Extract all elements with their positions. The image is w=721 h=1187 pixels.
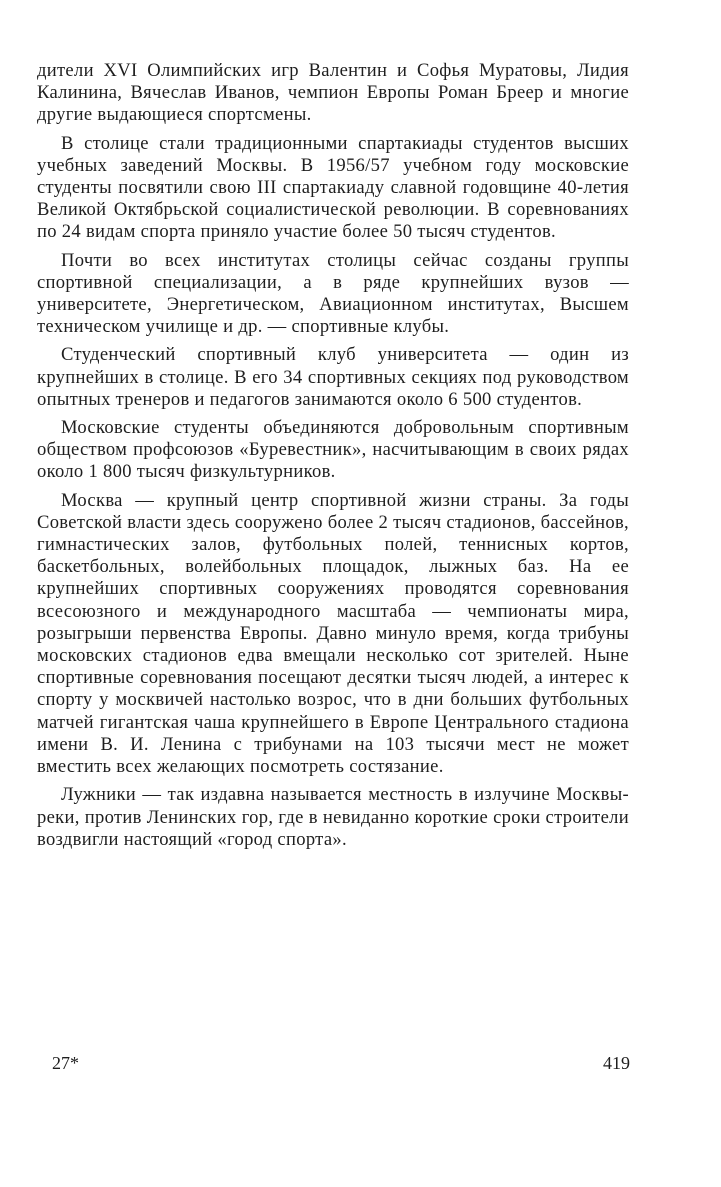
page-number: 419 [603, 1053, 630, 1073]
paragraph-student-spartakiads: В столице стали традиционными спартакиады студентов высших учебных заведений Москвы. В 1956/57 учебном году московские студенты посвятили свою III спартакиаду славной годовщине 40-летия Великой Октябрьской социалистической революции. В соревнованиях по 24 видам спорта приняло участие более 50 тысяч студентов. [37, 132, 629, 243]
paragraph-continuation: дители XVI Олимпийских игр Валентин и Софья Муратовы, Лидия Калинина, Вячеслав Иванов, чемпион Европы Роман Бреер и многие другие выдающиеся спортсмены. [37, 60, 629, 126]
paragraph-burevestnik-society: Московские студенты объединяются добровольным спортивным обществом профсоюзов «Буревестник», насчитывающим в своих рядах около 1 800 тысяч физкультурников. [37, 417, 629, 483]
printer-signature-mark: 27* [52, 1053, 79, 1073]
body-text [37, 60, 629, 857]
paragraph-luzhniki: Лужники — так издавна называется местность в излучине Москвы-реки, против Ленинских гор, где в невиданно короткие сроки строители воздвигли настоящий «город спорта». [37, 784, 629, 850]
paragraph-sports-specialization: Почти во всех институтах столицы сейчас созданы группы спортивной специализации, а в ряде крупнейших вузов — университете, Энергетическом, Авиационном институтах, Высшем техническом училище и др. — спортивные клубы. [37, 249, 629, 338]
paragraph-moscow-sports-center: Москва — крупный центр спортивной жизни страны. За годы Советской власти здесь сооружено более 2 тысяч стадионов, бассейнов, гимнастических залов, футбольных полей, теннисных кортов, баскетбольных, волейбольных площадок, лыжных баз. На ее крупнейших спортивных сооружениях проводятся соревнования всесоюзного и международного масштаба — чемпионаты мира, розыгрыши первенства Европы. Давно минуло время, когда трибуны московских стадионов едва вмещали несколько сот зрителей. Ныне спортивные соревнования посещают десятки тысяч людей, а интерес к спорту у москвичей настолько возрос, что в дни больших футбольных матчей гигантская чаша крупнейшего в Европе Центрального стадиона имени В. И. Ленина с трибунами на 103 тысячи мест не может вместить всех желающих посмотреть состязание. [37, 489, 629, 778]
page-footer [52, 1053, 630, 1079]
paragraph-university-sports-club: Студенческий спортивный клуб университета — один из крупнейших в столице. В его 34 спортивных секциях под руководством опытных тренеров и педагогов занимаются около 6 500 студентов. [37, 344, 629, 410]
